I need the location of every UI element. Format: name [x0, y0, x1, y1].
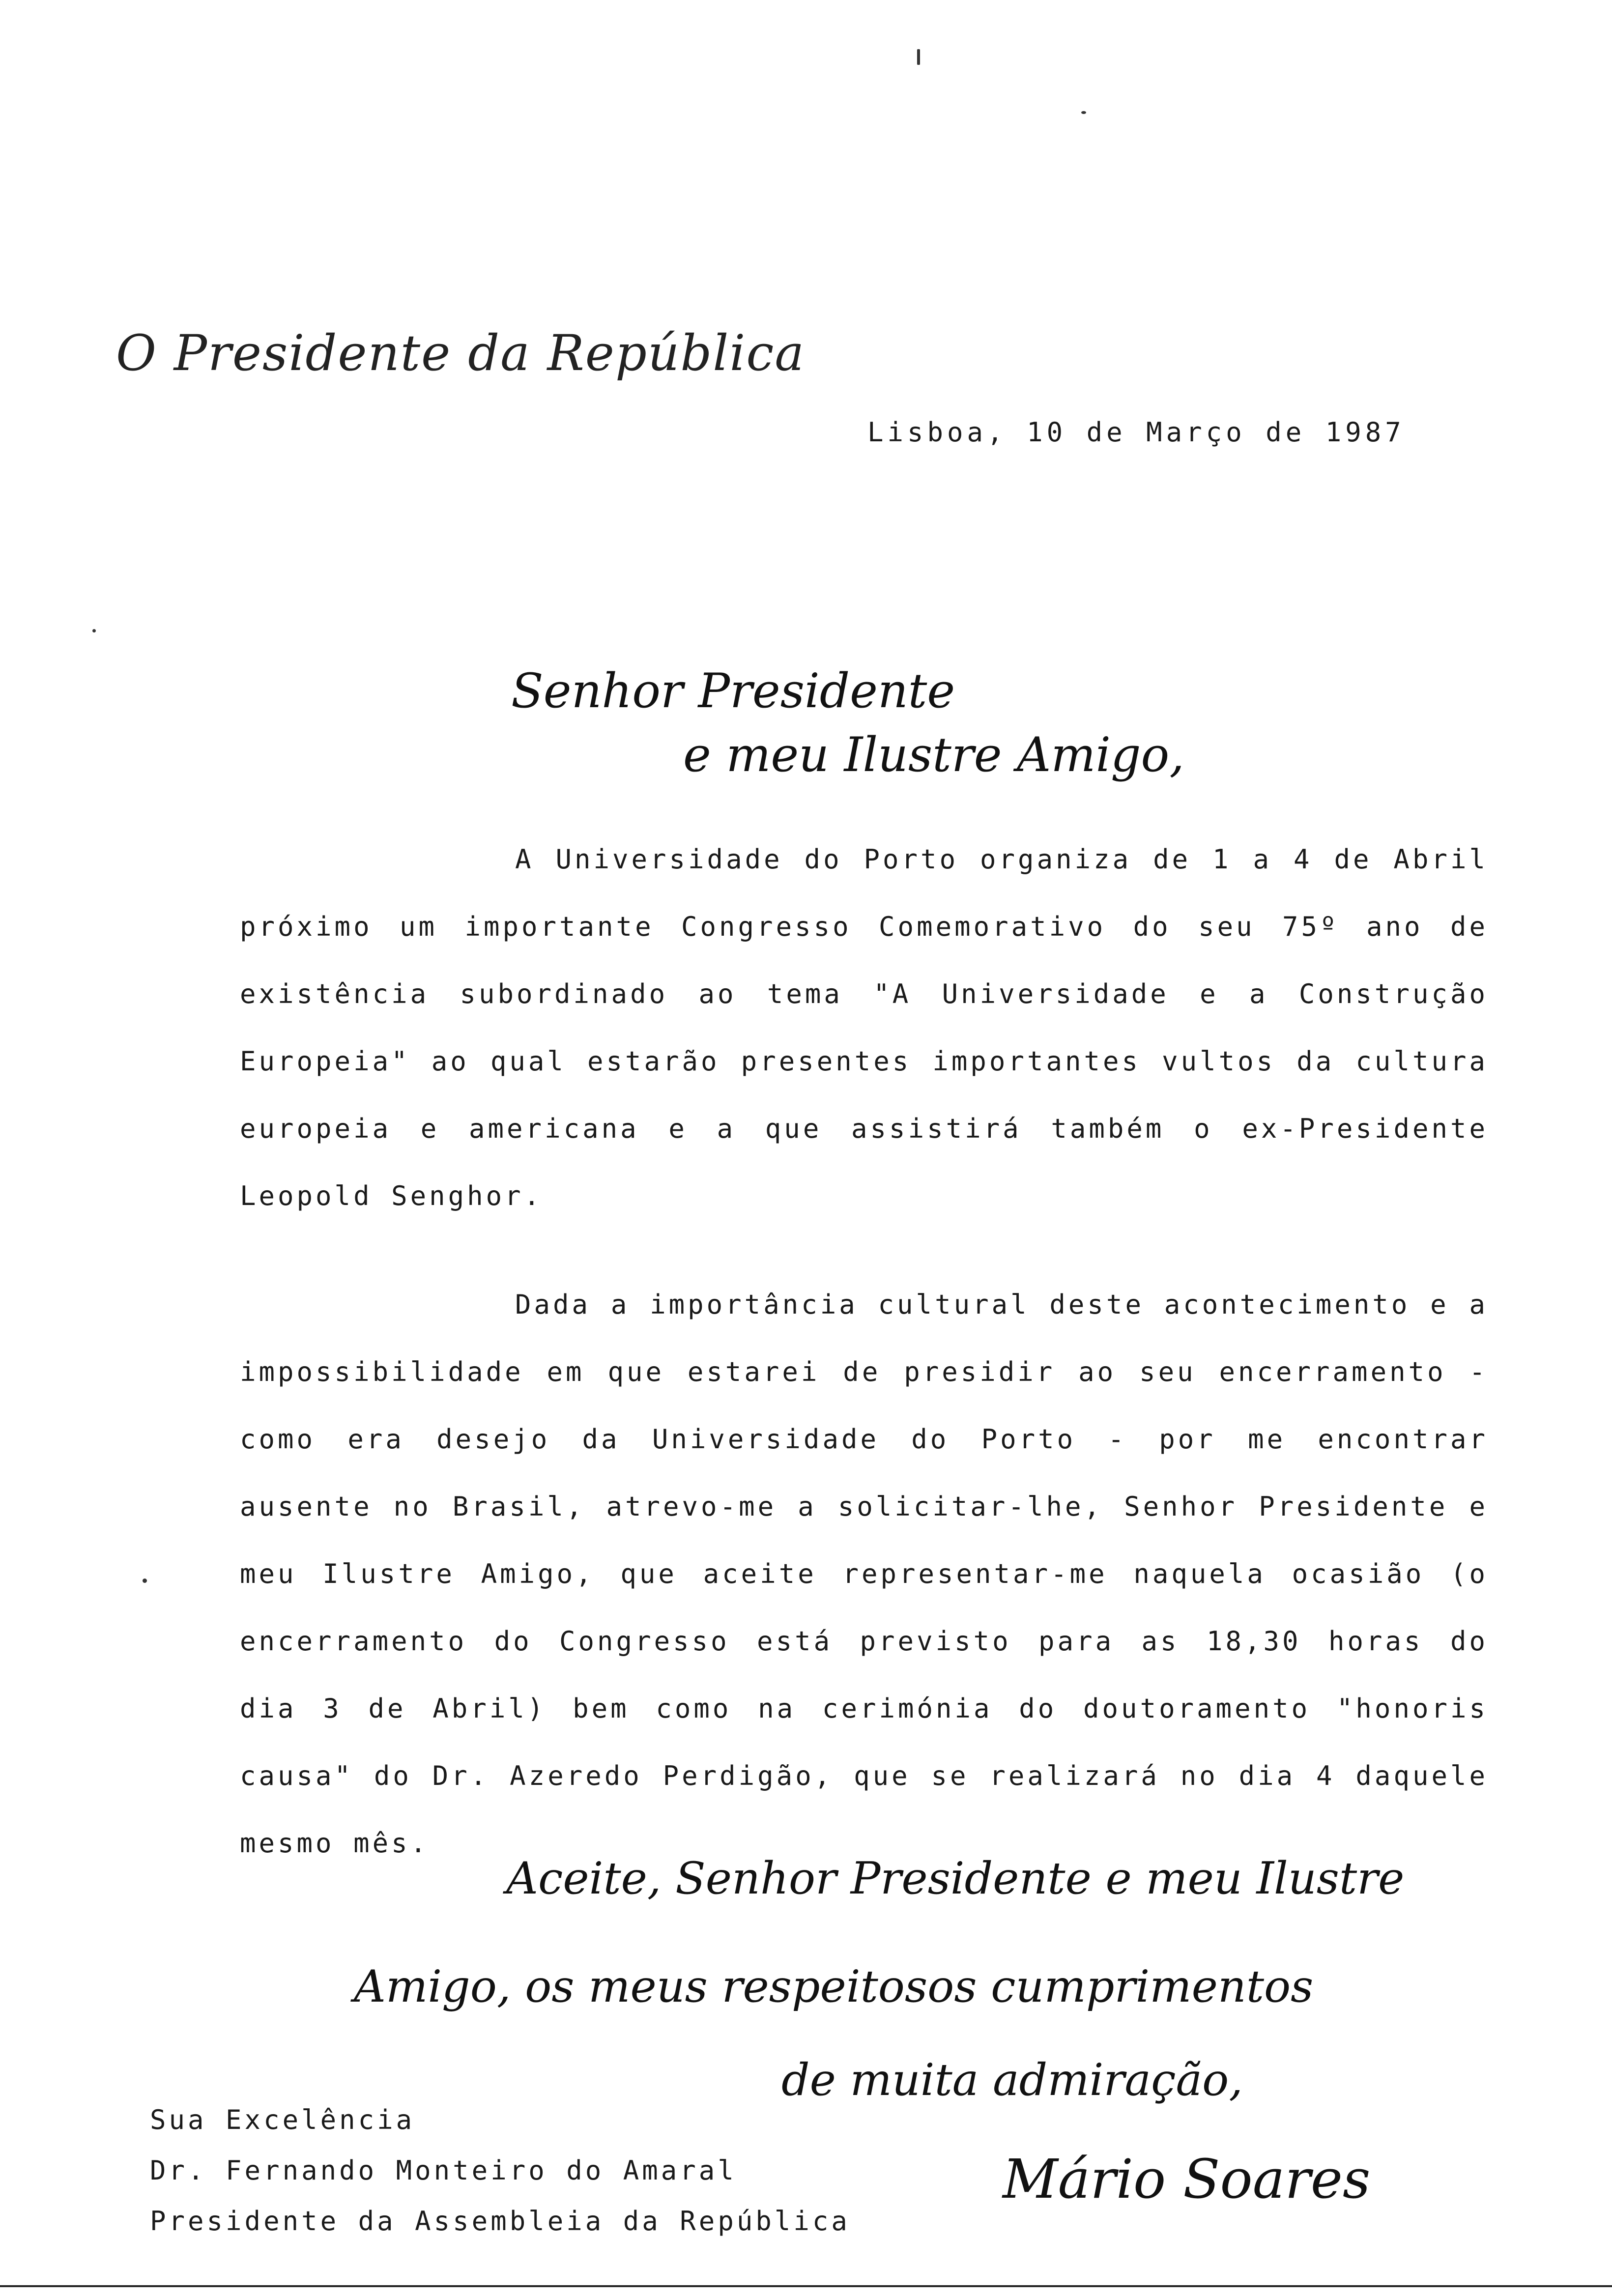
addressee-line: Sua Excelência: [150, 2104, 415, 2135]
bottom-rule: [0, 2285, 1612, 2287]
salutation-line-1: Senhor Presidente: [511, 663, 955, 718]
letter-body: [240, 826, 1488, 1877]
addressee-line: Dr. Fernando Monteiro do Amaral: [150, 2155, 737, 2186]
handwritten-signature: Mário Soares: [1003, 2148, 1371, 2210]
scan-speck: [917, 49, 920, 65]
body-paragraph: A Universidade do Porto organiza de 1 a 4 de Abril próximo um importante Congresso Comemorativo do seu 75º ano de existência subordinado ao tema "A Universidade e a Construção Europeia" ao qual estarão presentes importantes vultos da cultura europeia e americana e a que assistirá também o ex-Presidente Leopold Senghor.: [240, 844, 1488, 1211]
closing-line-3: de muita admiração,: [781, 2054, 1243, 2106]
scan-speck: [92, 629, 96, 632]
addressee-block: [150, 2095, 850, 2246]
closing-line-1: Aceite, Senhor Presidente e meu Ilustre: [506, 1853, 1405, 1904]
scan-speck: [1081, 111, 1086, 114]
addressee-line: Presidente da Assembleia da República: [150, 2206, 850, 2237]
salutation-line-2: e meu Ilustre Amigo,: [683, 727, 1184, 782]
letterhead: O Presidente da República: [116, 324, 806, 382]
body-paragraph: Dada a importância cultural deste acontecimento e a impossibilidade em que estarei de presidir ao seu encerramento - como era desejo da Universidade do Porto - por me encontrar ausente no Brasil, atrevo-me a solicitar-lhe, Senhor Presidente e meu Ilustre Amigo, que aceite representar-me naquela ocasião (o encerramento do Congresso está previsto para as 18,30 horas do dia 3 de Abril) bem como na cerimónia do doutoramento "honoris causa" do Dr. Azeredo Perdigão, que se realizará no dia 4 daquele mesmo mês.: [240, 1289, 1488, 1859]
scan-speck: [143, 1578, 147, 1583]
letter-date: Lisboa, 10 de Março de 1987: [867, 417, 1405, 448]
closing-line-2: Amigo, os meus respeitosos cumprimentos: [354, 1961, 1314, 2012]
